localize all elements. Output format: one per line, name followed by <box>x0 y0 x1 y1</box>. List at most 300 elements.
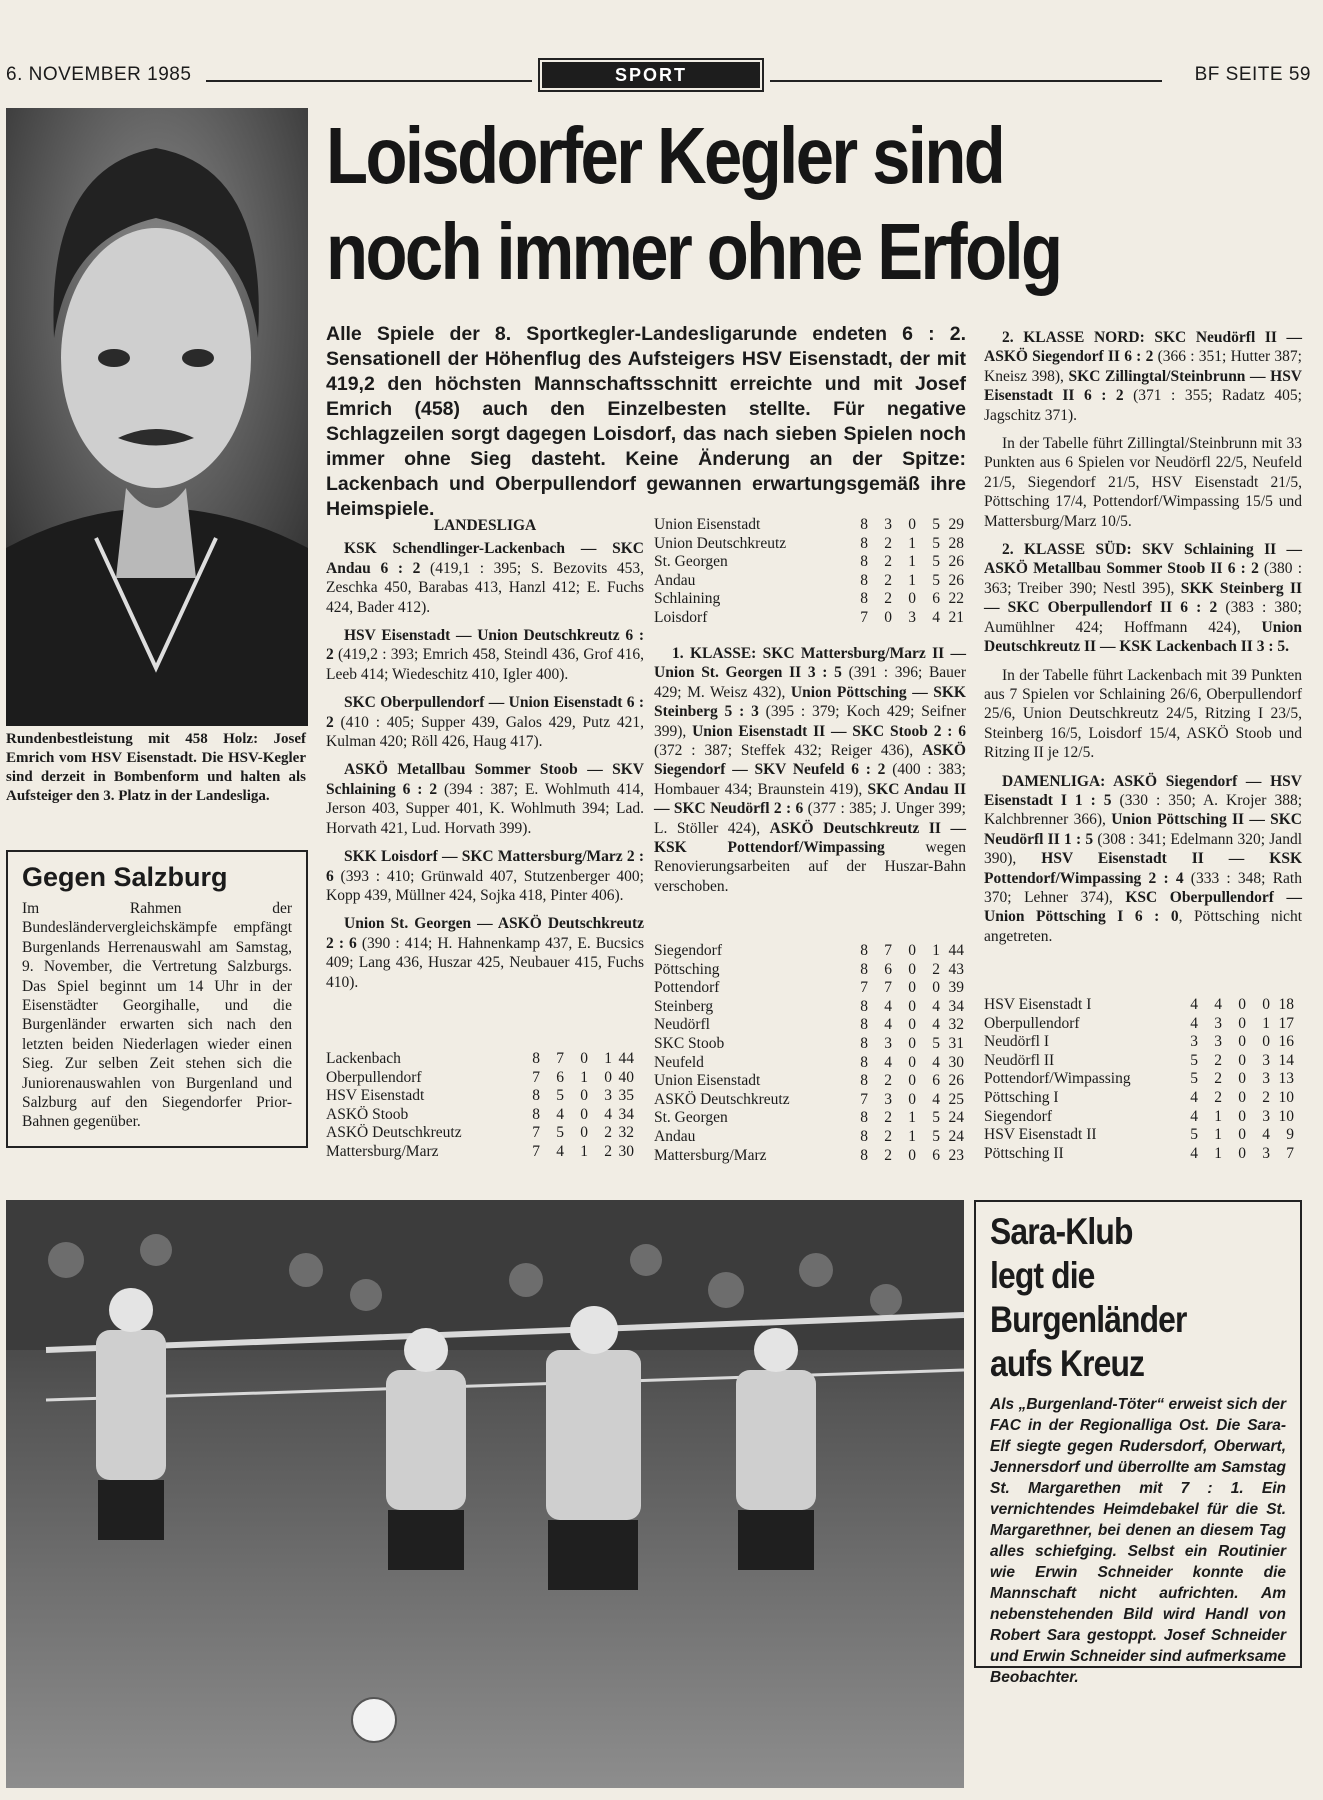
standings-row <box>654 1016 964 1035</box>
standings-row <box>984 1052 1294 1071</box>
section-label-text: SPORT <box>542 62 760 88</box>
standings-value: 9 <box>1286 1126 1294 1144</box>
team-name: Neufeld <box>654 1053 704 1071</box>
result-match: DAMENLIGA: ASKÖ Siegendorf — HSV Eisenstadt I 1 : 5 <box>984 772 1302 809</box>
standings-value: 8 <box>860 1127 868 1145</box>
klasse2-sued-results <box>984 540 1302 656</box>
standings-row <box>326 1087 634 1106</box>
standings-value: 22 <box>948 590 964 608</box>
standings-value: 28 <box>948 534 964 552</box>
result-match: ASKÖ Deutschkreutz II — KSK Pottendorf/Wimpassing <box>654 819 966 857</box>
standings-row <box>654 516 964 535</box>
standings-row <box>984 1070 1294 1089</box>
result-detail: (391 : 396; Bauer 429; M. Weisz 432), <box>654 664 966 701</box>
salzburg-box <box>6 850 308 1148</box>
klasse2-nord-results <box>984 328 1302 425</box>
standings-value: 7 <box>532 1124 540 1142</box>
standings-value: 8 <box>860 1053 868 1071</box>
standings-value: 43 <box>948 960 964 978</box>
standings-value: 4 <box>932 997 940 1015</box>
result-match: 2. KLASSE NORD: SKC Neudörfl II — ASKÖ Siegendorf II 6 : 2 <box>984 329 1302 366</box>
standings-value: 5 <box>556 1124 564 1142</box>
klasse2-nord-standings: In der Tabelle führt Zillingtal/Steinbrunn mit 33 Punkten aus 6 Spielen vor Neudörfl 22/5, Neufeld 21/5, Siegendorf 21/5, HSV Eisenstadt 21/5, Pöttsching 17/4, Pottendorf/Wimpassing 15/5 und Mattersburg/Marz 10/5. <box>984 435 1302 530</box>
standings-value: 8 <box>860 1109 868 1127</box>
standings-value: 7 <box>556 1050 564 1067</box>
standings-value: 1 <box>908 534 916 552</box>
standings-value: 0 <box>908 1090 916 1108</box>
standings-value: 0 <box>1238 1088 1246 1106</box>
result-detail: (390 : 414; H. Hahnenkamp 437, E. Bucsics 409; Lang 436, Huszar 425, Neubauer 415, Fuchs 410). <box>326 934 644 991</box>
result-detail: (419,2 : 393; Emrich 458, Steindl 436, Grof 416, Leeb 414; Wiedeschitz 410, Igler 400). <box>326 646 644 683</box>
standings-value: 3 <box>908 608 916 626</box>
standings-value: 39 <box>948 979 964 997</box>
standings-row <box>654 1091 964 1110</box>
result-match: 1. KLASSE: SKC Mattersburg/Marz II — Union St. Georgen II 3 : 5 <box>654 645 966 682</box>
standings-value: 6 <box>932 1072 940 1090</box>
standings-value: 4 <box>932 1016 940 1034</box>
standings-row <box>326 1069 634 1088</box>
standings-value: 7 <box>860 1090 868 1108</box>
klasse1-results <box>654 644 966 896</box>
sara-title-line-1: Sara-Klub <box>990 1211 1133 1252</box>
standings-row <box>654 979 964 998</box>
standings-value: 1 <box>932 942 940 959</box>
standings-value: 5 <box>1190 1126 1198 1144</box>
damenliga-table <box>984 996 1294 1163</box>
standings-value: 8 <box>860 1016 868 1034</box>
team-name: Lackenbach <box>326 1050 401 1067</box>
standings-value: 21 <box>948 608 964 626</box>
standings-row <box>326 1124 634 1143</box>
standings-row <box>984 1033 1294 1052</box>
standings-value: 24 <box>948 1127 964 1145</box>
portrait-photo <box>6 108 308 726</box>
headline-line-2: noch immer ohne Erfolg <box>326 207 1061 296</box>
standings-value: 3 <box>1262 1051 1270 1069</box>
result-detail: (393 : 410; Grünwald 407, Stutzenberger 400; Kopp 439, Müllner 424, Sojka 418, Pinter 406). <box>326 867 644 904</box>
result-paragraph <box>326 847 644 905</box>
standings-row <box>654 1054 964 1073</box>
sara-sidebar <box>974 1200 1302 1686</box>
team-name: HSV Eisenstadt II <box>984 1126 1097 1144</box>
standings-row <box>326 1050 634 1069</box>
result-paragraph <box>326 693 644 751</box>
standings-value: 1 <box>1262 1014 1270 1032</box>
team-name: Neudörfl <box>654 1016 710 1034</box>
klasse1-table <box>654 942 964 1165</box>
standings-value: 17 <box>1278 1014 1294 1032</box>
standings-value: 3 <box>1214 1014 1222 1032</box>
standings-value: 4 <box>884 997 892 1015</box>
result-detail: (333 : 348; Rath 370; Lehner 374), <box>984 869 1302 906</box>
team-name: Andau <box>654 571 696 589</box>
standings-value: 4 <box>1190 996 1198 1013</box>
result-match: KSK Schendlinger-Lackenbach — SKC Andau 6 : 2 <box>326 540 644 577</box>
standings-value: 8 <box>532 1105 540 1123</box>
sara-title-line-2: legt die <box>990 1255 1095 1296</box>
standings-value: 8 <box>860 942 868 959</box>
standings-value: 30 <box>618 1142 634 1160</box>
result-match: SKK Steinberg II — SKC Oberpullendorf II 6 : 2 <box>984 579 1303 617</box>
team-name: ASKÖ Deutschkreutz <box>654 1090 790 1108</box>
standings-value: 7 <box>532 1142 540 1160</box>
team-name: Andau <box>654 1127 696 1145</box>
landesliga-table-part2 <box>654 516 964 628</box>
standings-value: 5 <box>932 1109 940 1127</box>
standings-row <box>984 996 1294 1015</box>
team-name: Mattersburg/Marz <box>654 1146 767 1164</box>
standings-value: 0 <box>932 979 940 997</box>
issue-date: 6. NOVEMBER 1985 <box>6 64 192 85</box>
team-name: Schlaining <box>654 590 721 608</box>
result-match: SKC Zillingtal/Steinbrunn — HSV Eisenstadt II 6 : 2 <box>984 367 1303 405</box>
team-name: ASKÖ Deutschkreutz <box>326 1124 462 1142</box>
result-detail: (371 : 355; Radatz 405; Jagschitz 371). <box>984 387 1302 424</box>
team-name: SKC Stoob <box>654 1034 725 1052</box>
standings-value: 4 <box>884 1053 892 1071</box>
standings-value: 0 <box>1262 996 1270 1013</box>
football-photo <box>6 1200 964 1788</box>
landesliga-column <box>326 516 644 1001</box>
team-name: HSV Eisenstadt I <box>984 996 1092 1013</box>
standings-value: 0 <box>1238 1033 1246 1051</box>
standings-row <box>654 590 964 609</box>
standings-row <box>984 1108 1294 1127</box>
result-detail: (394 : 387; E. Wohlmuth 414, Jerson 403, Supper 401, K. Wohlmuth 394; Lad. Horvath 421, Lud. Horvath 399). <box>326 780 644 837</box>
result-paragraph <box>326 914 644 992</box>
standings-value: 5 <box>932 516 940 533</box>
standings-value: 3 <box>1214 1033 1222 1051</box>
section-label <box>538 58 764 92</box>
standings-row <box>654 1072 964 1091</box>
standings-row <box>654 961 964 980</box>
standings-value: 2 <box>884 571 892 589</box>
standings-value: 7 <box>860 979 868 997</box>
standings-value: 4 <box>932 608 940 626</box>
standings-value: 3 <box>1262 1144 1270 1162</box>
result-detail: (395 : 379; Koch 429; Seifner 399), <box>654 703 966 740</box>
standings-value: 0 <box>908 1053 916 1071</box>
standings-value: 4 <box>1262 1126 1270 1144</box>
result-detail: wegen Renovierungsarbeiten auf der Huszar-Bahn verschoben. <box>654 839 966 895</box>
standings-value: 18 <box>1278 996 1294 1013</box>
result-match: SKC Oberpullendorf — Union Eisenstadt 6 : 2 <box>326 694 644 731</box>
portrait-illustration <box>6 108 308 726</box>
standings-value: 0 <box>908 960 916 978</box>
standings-value: 2 <box>1214 1070 1222 1088</box>
standings-row <box>984 1089 1294 1108</box>
standings-value: 30 <box>948 1053 964 1071</box>
standings-row <box>984 1145 1294 1164</box>
result-detail: (308 : 341; Edelmann 320; Jandl 390), <box>984 830 1302 868</box>
standings-value: 4 <box>556 1105 564 1123</box>
standings-value: 16 <box>1278 1033 1294 1051</box>
standings-value: 6 <box>932 1146 940 1164</box>
standings-row <box>326 1106 634 1125</box>
standings-value: 8 <box>860 1072 868 1090</box>
standings-value: 8 <box>860 590 868 608</box>
standings-value: 3 <box>1262 1070 1270 1088</box>
standings-value: 0 <box>580 1105 588 1123</box>
result-match: Union Pöttsching II — SKC Neudörfl II 1 : 5 <box>984 811 1302 848</box>
result-detail: , Pöttsching nicht angetreten. <box>984 908 1302 945</box>
standings-value: 2 <box>1262 1088 1270 1106</box>
standings-row <box>654 1147 964 1166</box>
standings-value: 5 <box>1190 1070 1198 1088</box>
team-name: Pöttsching II <box>984 1144 1064 1162</box>
result-match: 2. KLASSE SÜD: SKV Schlaining II — ASKÖ Metallbau Sommer Stoob II 6 : 2 <box>984 541 1302 578</box>
team-name: Pottendorf <box>654 979 720 997</box>
standings-value: 5 <box>932 553 940 571</box>
standings-value: 8 <box>860 571 868 589</box>
standings-value: 7 <box>532 1068 540 1086</box>
result-detail: (366 : 351; Hutter 387; Kneisz 398), <box>984 348 1302 385</box>
standings-value: 4 <box>932 1090 940 1108</box>
standings-value: 5 <box>932 534 940 552</box>
standings-value: 2 <box>1214 1088 1222 1106</box>
klasse2-column <box>984 328 1302 955</box>
standings-value: 2 <box>604 1142 612 1160</box>
result-detail: (410 : 405; Supper 439, Galos 429, Putz 421, Kulman 420; Röll 426, Haug 417). <box>326 713 644 751</box>
standings-value: 31 <box>948 1034 964 1052</box>
standings-value: 4 <box>556 1142 564 1160</box>
result-match: HSV Eisenstadt — Union Deutschkreutz 6 : 2 <box>326 627 644 664</box>
standings-value: 0 <box>1238 1144 1246 1162</box>
standings-value: 34 <box>618 1105 634 1123</box>
result-match: SKK Loisdorf — SKC Mattersburg/Marz 2 : 6 <box>326 848 644 885</box>
standings-value: 1 <box>580 1068 588 1086</box>
standings-value: 2 <box>932 960 940 978</box>
standings-row <box>984 1126 1294 1145</box>
standings-value: 4 <box>1214 996 1222 1013</box>
sara-title-line-3: Burgenländer <box>990 1299 1187 1340</box>
team-name: Steinberg <box>654 997 714 1015</box>
photo-caption: Rundenbestleistung mit 458 Holz: Josef Emrich vom HSV Eisenstadt. Die HSV-Kegler sind derzeit in Bombenform und halten als Aufsteiger den 3. Platz in der Landesliga. <box>6 731 306 804</box>
result-detail: (380 : 363; Treiber 390; Nestl 395), <box>984 560 1302 597</box>
salzburg-title: Gegen Salzburg <box>22 862 228 892</box>
standings-value: 4 <box>932 1053 940 1071</box>
result-detail: (377 : 385; J. Unger 399; L. Stöller 424), <box>654 800 966 837</box>
result-paragraph <box>326 626 644 684</box>
standings-value: 4 <box>1190 1144 1198 1162</box>
result-match: SKC Andau II — SKC Neudörfl 2 : 6 <box>654 780 966 818</box>
damenliga-results <box>984 772 1302 947</box>
standings-value: 8 <box>860 1034 868 1052</box>
standings-value: 0 <box>604 1068 612 1086</box>
team-name: Union Eisenstadt <box>654 516 761 533</box>
standings-value: 1 <box>1214 1107 1222 1125</box>
standings-value: 13 <box>1278 1070 1294 1088</box>
standings-value: 32 <box>948 1016 964 1034</box>
standings-value: 0 <box>580 1087 588 1105</box>
standings-value: 3 <box>1190 1033 1198 1051</box>
result-paragraph <box>326 760 644 838</box>
standings-row <box>654 942 964 961</box>
standings-value: 0 <box>1238 1107 1246 1125</box>
salzburg-text: Im Rahmen der Bundesländervergleichskämpfe empfängt Burgenlands Herrenauswahl am Samstag, 9. November, die Vertretung Salzburgs. Das Spiel beginnt um 14 Uhr in der Eisenstädter Georgihalle, und die Burgenländer erwarten sich nach den letzten beiden Niederlagen wieder einen Sieg. Zur selben Zeit stehen sich die Juniorenauswahlen von Burgenland und Salzburg auf den Siegendorfer Prior-Bahnen gegenüber. <box>22 900 292 1131</box>
result-detail: (419,1 : 395; S. Bezovits 453, Zeschka 450, Barabas 413, Hanzl 412; E. Fuchs 424, Bader 412). <box>326 559 644 616</box>
standings-value: 44 <box>948 942 964 959</box>
team-name: Mattersburg/Marz <box>326 1142 439 1160</box>
standings-value: 35 <box>618 1087 634 1105</box>
standings-value: 3 <box>884 1090 892 1108</box>
standings-value: 4 <box>604 1105 612 1123</box>
standings-row <box>654 1109 964 1128</box>
standings-value: 25 <box>948 1090 964 1108</box>
standings-row <box>654 572 964 591</box>
standings-value: 23 <box>948 1146 964 1164</box>
standings-row <box>654 553 964 572</box>
standings-value: 3 <box>1262 1107 1270 1125</box>
standings-value: 24 <box>948 1109 964 1127</box>
team-name: Union Eisenstadt <box>654 1072 761 1090</box>
standings-value: 0 <box>908 1146 916 1164</box>
team-name: Siegendorf <box>654 942 723 959</box>
klasse1-column <box>654 644 966 905</box>
sara-title <box>990 1210 1300 1386</box>
standings-value: 5 <box>932 571 940 589</box>
standings-value: 2 <box>884 1127 892 1145</box>
standings-value: 32 <box>618 1124 634 1142</box>
standings-value: 4 <box>1190 1014 1198 1032</box>
standings-row <box>654 535 964 554</box>
team-name: Loisdorf <box>654 608 708 626</box>
standings-value: 10 <box>1278 1088 1294 1106</box>
standings-value: 2 <box>884 534 892 552</box>
standings-row <box>654 1035 964 1054</box>
standings-value: 0 <box>908 516 916 533</box>
standings-value: 0 <box>1262 1033 1270 1051</box>
team-name: Pöttsching <box>654 960 720 978</box>
standings-value: 1 <box>908 1127 916 1145</box>
standings-value: 6 <box>932 590 940 608</box>
standings-value: 3 <box>604 1087 612 1105</box>
standings-value: 7 <box>884 942 892 959</box>
landesliga-table-part1 <box>326 1050 634 1162</box>
standings-value: 5 <box>1190 1051 1198 1069</box>
standings-value: 26 <box>948 571 964 589</box>
standings-value: 5 <box>556 1087 564 1105</box>
standings-value: 8 <box>860 960 868 978</box>
team-name: Pöttsching I <box>984 1088 1059 1106</box>
result-detail: (330 : 350; A. Krojer 388; Kalchbrenner 366), <box>984 791 1302 829</box>
standings-value: 4 <box>1190 1107 1198 1125</box>
result-match: HSV Eisenstadt II — KSK Pottendorf/Wimpassing 2 : 4 <box>984 850 1302 887</box>
result-match: ASKÖ Siegendorf — SKV Neufeld 6 : 2 <box>654 742 966 779</box>
team-name: Neudörfl II <box>984 1051 1055 1069</box>
standings-value: 40 <box>618 1068 634 1086</box>
standings-value: 2 <box>1214 1051 1222 1069</box>
headline-line-1: Loisdorfer Kegler sind <box>326 111 1004 200</box>
landesliga-heading: LANDESLIGA <box>433 517 537 534</box>
standings-value: 26 <box>948 1072 964 1090</box>
standings-value: 26 <box>948 553 964 571</box>
team-name: Siegendorf <box>984 1107 1053 1125</box>
standings-value: 4 <box>884 1016 892 1034</box>
page-number: BF SEITE 59 <box>1194 64 1311 85</box>
standings-value: 4 <box>1190 1088 1198 1106</box>
standings-value: 0 <box>908 979 916 997</box>
result-match: Union Deutschkreutz II — KSK Lackenbach II 3 : 5. <box>984 618 1302 656</box>
standings-value: 5 <box>932 1034 940 1052</box>
standings-value: 3 <box>884 516 892 533</box>
standings-value: 2 <box>884 1146 892 1164</box>
result-detail: (400 : 383; Hombauer 434; Braunstein 419), <box>654 761 966 798</box>
team-name: St. Georgen <box>654 1109 728 1127</box>
standings-value: 0 <box>908 942 916 959</box>
standings-value: 10 <box>1278 1107 1294 1125</box>
standings-value: 0 <box>908 997 916 1015</box>
standings-value: 0 <box>908 1016 916 1034</box>
standings-value: 0 <box>1238 996 1246 1013</box>
standings-value: 1 <box>908 571 916 589</box>
result-match: KSC Oberpullendorf — Union Pöttsching I 6 : 0 <box>984 888 1303 926</box>
standings-value: 0 <box>908 1034 916 1052</box>
standings-value: 0 <box>580 1124 588 1142</box>
standings-value: 6 <box>884 960 892 978</box>
headline <box>326 108 1177 300</box>
standings-value: 7 <box>1286 1144 1294 1162</box>
standings-value: 0 <box>1238 1070 1246 1088</box>
result-match: Union Pöttsching — SKK Steinberg 5 : 3 <box>654 683 966 721</box>
standings-value: 8 <box>860 534 868 552</box>
sara-text: Als „Burgenland-Töter“ erweist sich der FAC in der Regionalliga Ost. Die Sara-Elf siegte gegen Rudersdorf, Oberwart, Jennersdorf und überrollte am Samstag St. Margarethen mit 7 : 1. Ein vernichtendes Heimdebakel für die St. Margarethner, bei denen an diesem Tag alles schiefging. Selbst ein Routinier wie Erwin Schneider konnte die Mannschaft nicht aufrichten. Am nebenstehenden Bild wird Handl von Robert Sara gestoppt. Josef Schneider und Erwin Schneider sind aufmerksame Beobachter. <box>990 1396 1286 1686</box>
standings-value: 29 <box>948 516 964 533</box>
standings-value: 0 <box>884 608 892 626</box>
result-detail: (383 : 380; Aumühlner 424; Hoffmann 424), <box>984 599 1302 636</box>
team-name: Union Deutschkreutz <box>654 534 787 552</box>
team-name: ASKÖ Stoob <box>326 1105 409 1123</box>
standings-value: 8 <box>532 1087 540 1105</box>
standings-value: 0 <box>908 1072 916 1090</box>
result-match: ASKÖ Metallbau Sommer Stoob — SKV Schlaining 6 : 2 <box>326 761 644 798</box>
standings-value: 0 <box>580 1050 588 1067</box>
header-rule-left <box>206 80 532 82</box>
header-rule-right <box>770 80 1162 82</box>
standings-row <box>984 1015 1294 1034</box>
sara-title-line-4: aufs Kreuz <box>990 1343 1145 1384</box>
standings-row <box>654 609 964 628</box>
standings-value: 0 <box>1238 1014 1246 1032</box>
standings-row <box>654 1128 964 1147</box>
standings-value: 7 <box>884 979 892 997</box>
standings-value: 1 <box>908 553 916 571</box>
standings-value: 14 <box>1278 1051 1294 1069</box>
standings-value: 0 <box>1238 1051 1246 1069</box>
standings-value: 2 <box>884 1109 892 1127</box>
standings-value: 8 <box>860 997 868 1015</box>
standings-value: 34 <box>948 997 964 1015</box>
standings-value: 8 <box>860 553 868 571</box>
team-name: Neudörfl I <box>984 1033 1049 1051</box>
standings-row <box>326 1143 634 1162</box>
standings-value: 1 <box>580 1142 588 1160</box>
result-match: Union St. Georgen — ASKÖ Deutschkreutz 2 : 6 <box>326 915 644 952</box>
standings-value: 7 <box>860 608 868 626</box>
standings-value: 8 <box>860 516 868 533</box>
lead-paragraph: Alle Spiele der 8. Sportkegler-Landesligarunde endeten 6 : 2. Sensationell der Höhenflug des Aufsteigers HSV Eisenstadt, der mit 419,2 den höchsten Mannschaftsschnitt erreichte und mit Josef Emrich (458) auch den Einzelbesten stellte. Für negative Schlagzeilen sorgt dagegen Loisdorf, das nach sieben Spielen noch immer ohne Sieg dasteht. Keine Änderung an der Spitze: Lackenbach und Oberpullendorf gewannen erwartungsgemäß ihre Heimspiele. <box>326 323 966 520</box>
standings-value: 5 <box>932 1127 940 1145</box>
standings-value: 0 <box>1238 1126 1246 1144</box>
result-paragraph <box>326 539 644 617</box>
standings-value: 1 <box>1214 1126 1222 1144</box>
team-name: HSV Eisenstadt <box>326 1087 425 1105</box>
klasse2-sued-standings: In der Tabelle führt Lackenbach mit 39 Punkten aus 7 Spielen vor Schlaining 26/6, Oberpullendorf 25/6, Union Deutschkreutz 24/5, Ritzing I 23/5, Steinberg 16/5, Loisdorf 15/4, ASKÖ Stoob und Ritzing II je 12/5. <box>984 666 1302 762</box>
standings-value: 6 <box>556 1068 564 1086</box>
standings-value: 8 <box>532 1050 540 1067</box>
team-name: St. Georgen <box>654 553 728 571</box>
standings-value: 1 <box>604 1050 612 1067</box>
